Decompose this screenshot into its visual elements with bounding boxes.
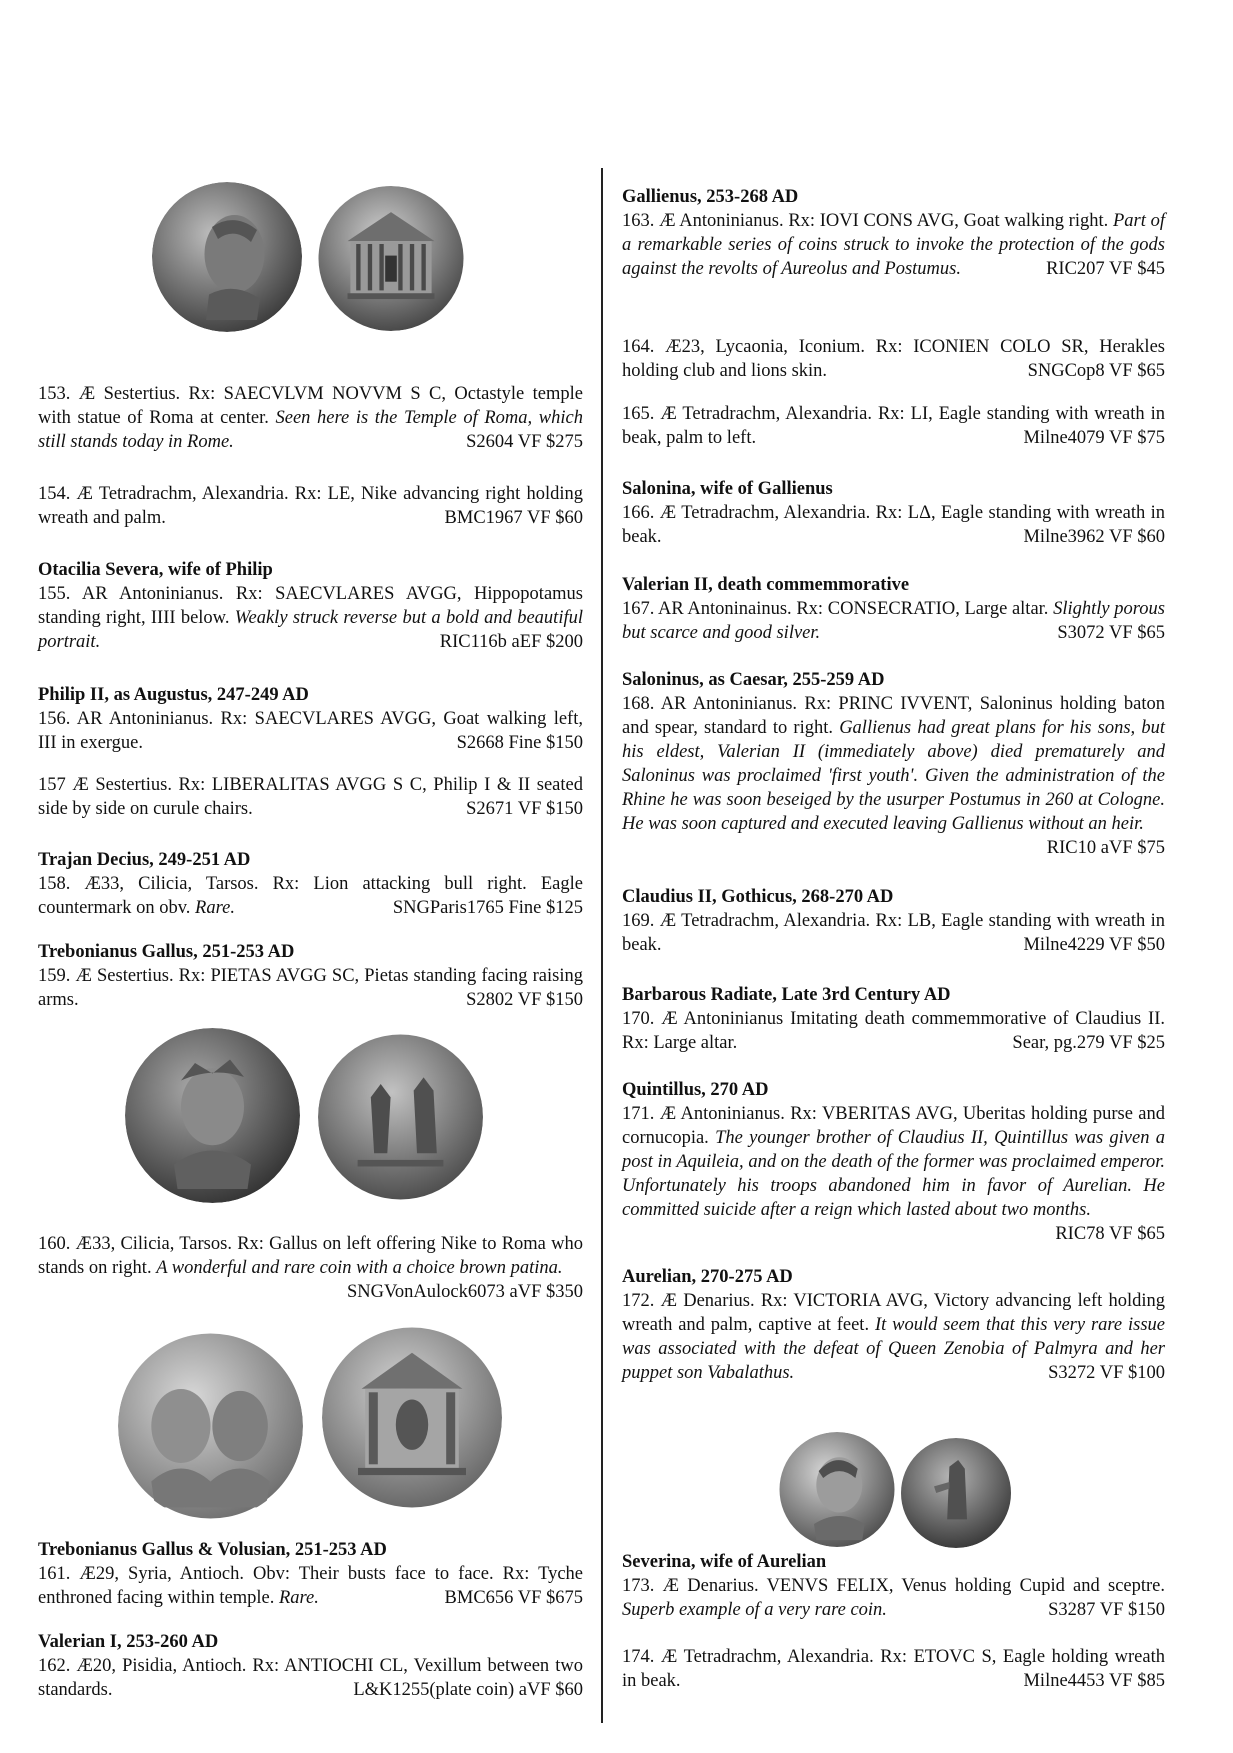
- lot-167-price: S3072 VF $65: [1057, 623, 1165, 643]
- lot-160-price: SNGVonAulock6073 aVF $350: [346, 1282, 583, 1302]
- lot-166-price: Milne3962 VF $60: [1023, 527, 1165, 547]
- section-heading: Valerian I, 253-260 AD: [38, 1632, 219, 1652]
- coin-153-obverse: [152, 182, 302, 332]
- lot-166-text: 166. Æ Tetradrachm, Alexandria. Rx: LΔ, Eagle standing with wreath in beak.: [622, 503, 1165, 547]
- section-otacilia-severa: [38, 558, 583, 654]
- section-saloninus: [622, 668, 1165, 860]
- lot-156-text: 156. AR Antoninianus. Rx: SAECVLARES AVGG, Goat walking left, III in exergue.: [38, 709, 583, 753]
- lot-173-text: 173. Æ Denarius. VENVS FELIX, Venus holding Cupid and sceptre.: [622, 1576, 1165, 1596]
- section-heading: Trajan Decius, 249-251 AD: [38, 850, 251, 870]
- coin-172-obverse: [778, 1432, 896, 1547]
- lot-163-price: RIC207 VF $45: [1046, 259, 1165, 279]
- lot-160: [38, 1232, 583, 1304]
- lot-163-note: Part of a remarkable series of coins struck to invoke the protection of the gods against the revolts of Aureolus and Postumus.: [622, 211, 1165, 279]
- lot-160-note: A wonderful and rare coin with a choice brown patina.: [156, 1258, 563, 1278]
- lot-171-note: The younger brother of Claudius II, Quintillus was given a post in Aquileia, and on the death of the former was proclaimed emperor. Unfortunately his troops abandoned him in favor of Aurelian. He committed suicide after a reign which lasted about two months.: [622, 1128, 1166, 1220]
- section-trebonianus-gallus: [38, 940, 583, 1012]
- coin-153-reverse: [316, 186, 466, 331]
- section-heading: Quintillus, 270 AD: [622, 1080, 769, 1100]
- column-divider: [601, 168, 603, 1723]
- lot-172-note: It would seem that this very rare issue was associated with the defeat of Queen Zenobia of Palmyra and her puppet son Vabalathus.: [622, 1315, 1165, 1383]
- section-quintillus: [622, 1078, 1165, 1246]
- lot-159-text: 159. Æ Sestertius. Rx: PIETAS AVGG SC, Pietas standing facing raising arms.: [38, 966, 583, 1010]
- section-heading: Otacilia Severa, wife of Philip: [38, 560, 273, 580]
- lot-167-note: Slightly porous but scarce and good silver.: [622, 599, 1165, 643]
- lot-171-text: 171. Æ Antoninianus. Rx: VBERITAS AVG, Uberitas holding purse and cornucopia.: [622, 1104, 1165, 1148]
- lot-153-note: Seen here is the Temple of Roma, which still stands today in Rome.: [38, 408, 583, 452]
- lot-162-text: 162. Æ20, Pisidia, Antioch. Rx: ANTIOCHI CL, Vexillum between two standards.: [38, 1656, 583, 1700]
- section-philip-ii: [38, 683, 583, 755]
- lot-155-price: RIC116b aEF $200: [439, 632, 583, 652]
- section-trajan-decius: [38, 848, 583, 920]
- coin-159-reverse: [318, 1028, 483, 1206]
- coin-159-obverse: [125, 1028, 300, 1203]
- lot-173-price: S3287 VF $150: [1048, 1600, 1165, 1620]
- section-heading: Philip II, as Augustus, 247-249 AD: [38, 685, 309, 705]
- lot-154-price: BMC1967 VF $60: [444, 508, 583, 528]
- section-claudius-ii: [622, 885, 1165, 957]
- lot-169-text: 169. Æ Tetradrachm, Alexandria. Rx: LB, Eagle standing with wreath in beak.: [622, 911, 1165, 955]
- lot-172-text: 172. Æ Denarius. Rx: VICTORIA AVG, Victory advancing left holding wreath and palm, captive at feet.: [622, 1291, 1165, 1335]
- lot-158-text: 158. Æ33, Cilicia, Tarsos. Rx: Lion attacking bull right. Eagle countermark on obv.: [38, 874, 583, 918]
- lot-157: [38, 773, 583, 821]
- lot-155-text: 155. AR Antoninianus. Rx: SAECVLARES AVGG, Hippopotamus standing right, IIII below.: [38, 584, 583, 628]
- section-trebonianus-volusian: [38, 1538, 583, 1610]
- lot-159-price: S2802 VF $150: [466, 990, 583, 1010]
- lot-163-text: 163. Æ Antoninianus. Rx: IOVI CONS AVG, Goat walking right.: [622, 211, 1113, 231]
- lot-154: [38, 482, 583, 530]
- lot-174-price: Milne4453 VF $85: [1023, 1671, 1165, 1691]
- section-aurelian: [622, 1265, 1165, 1385]
- lot-164-price: SNGCop8 VF $65: [1027, 361, 1165, 381]
- section-heading: Trebonianus Gallus & Volusian, 251-253 AD: [38, 1540, 387, 1560]
- lot-153-price: S2604 VF $275: [466, 432, 583, 452]
- lot-168-note: Gallienus had great plans for his sons, but his eldest, Valerian II (immediately above) died prematurely and Saloninus was proclaimed 'first youth'. Given the administration of the Rhine he was soon beseiged by the usurper Postumus in 260 at Cologne. He was soon captured and executed leaving Gallienus without an heir.: [622, 718, 1165, 834]
- section-heading: Salonina, wife of Gallienus: [622, 479, 833, 499]
- lot-174-text: 174. Æ Tetradrachm, Alexandria. Rx: ETOVC S, Eagle holding wreath in beak.: [622, 1647, 1165, 1691]
- lot-161-text: 161. Æ29, Syria, Antioch. Obv: Their busts face to face. Rx: Tyche enthroned facing within temple.: [38, 1564, 583, 1608]
- section-heading: Aurelian, 270-275 AD: [622, 1267, 793, 1287]
- lot-170-text: 170. Æ Antoninianus Imitating death commemmorative of Claudius II. Rx: Large altar.: [622, 1009, 1165, 1053]
- lot-165-text: 165. Æ Tetradrachm, Alexandria. Rx: LI, Eagle standing with wreath in beak, palm to left.: [622, 404, 1165, 448]
- section-heading: Severina, wife of Aurelian: [622, 1552, 827, 1572]
- section-barbarous-radiate: [622, 983, 1165, 1055]
- section-heading: Gallienus, 253-268 AD: [622, 187, 799, 207]
- lot-167-text: 167. AR Antoninainus. Rx: CONSECRATIO, Large altar.: [622, 599, 1054, 619]
- lot-153: [38, 382, 583, 454]
- lot-164: [622, 335, 1165, 383]
- lot-168-text: 168. AR Antoninianus. Rx: PRINC IVVENT, Saloninus holding baton and spear, standard to right.: [622, 694, 1165, 738]
- coin-161-obverse: [118, 1332, 303, 1520]
- lot-165-price: Milne4079 VF $75: [1023, 428, 1165, 448]
- lot-155-note: Weakly struck reverse but a bold and beautiful portrait.: [38, 608, 583, 652]
- lot-174: [622, 1645, 1165, 1693]
- lot-161-note: Rare.: [278, 1588, 319, 1608]
- section-heading: Trebonianus Gallus, 251-253 AD: [38, 942, 295, 962]
- coin-172-reverse: [900, 1438, 1012, 1548]
- lot-164-text: 164. Æ23, Lycaonia, Iconium. Rx: ICONIEN COLO SR, Herakles holding club and lions skin.: [622, 337, 1165, 381]
- lot-156-price: S2668 Fine $150: [456, 733, 583, 753]
- lot-171-price: RIC78 VF $65: [1055, 1224, 1165, 1244]
- lot-169-price: Milne4229 VF $50: [1023, 935, 1165, 955]
- section-salonina: [622, 477, 1165, 549]
- section-valerian-i: [38, 1630, 583, 1702]
- lot-158-price: SNGParis1765 Fine $125: [392, 898, 583, 918]
- lot-154-text: 154. Æ Tetradrachm, Alexandria. Rx: LE, Nike advancing right holding wreath and palm.: [38, 484, 583, 528]
- lot-158-note: Rare.: [195, 898, 235, 918]
- lot-153-text: 153. Æ Sestertius. Rx: SAECVLVM NOVVM S C, Octastyle temple with statue of Roma at center.: [38, 384, 583, 428]
- lot-173-note: Superb example of a very rare coin.: [622, 1600, 887, 1620]
- lot-162-price: L&K1255(plate coin) aVF $60: [353, 1680, 583, 1700]
- lot-168-price: RIC10 aVF $75: [1046, 838, 1165, 858]
- section-heading: Barbarous Radiate, Late 3rd Century AD: [622, 985, 951, 1005]
- section-gallienus: [622, 185, 1165, 281]
- section-heading: Saloninus, as Caesar, 255-259 AD: [622, 670, 885, 690]
- lot-172-price: S3272 VF $100: [1048, 1363, 1165, 1383]
- section-heading: Valerian II, death commemmorative: [622, 575, 910, 595]
- lot-165: [622, 402, 1165, 450]
- lot-157-price: S2671 VF $150: [466, 799, 583, 819]
- section-valerian-ii: [622, 573, 1165, 645]
- lot-170-price: Sear, pg.279 VF $25: [1012, 1033, 1165, 1053]
- lot-161-price: BMC656 VF $675: [444, 1588, 583, 1608]
- section-severina: [622, 1550, 1165, 1622]
- lot-160-text: 160. Æ33, Cilicia, Tarsos. Rx: Gallus on left offering Nike to Roma who stands on right.: [38, 1234, 583, 1278]
- section-heading: Claudius II, Gothicus, 268-270 AD: [622, 887, 894, 907]
- coin-161-reverse: [322, 1320, 502, 1515]
- lot-157-text: 157 Æ Sestertius. Rx: LIBERALITAS AVGG S C, Philip I & II seated side by side on curule chairs.: [38, 775, 583, 819]
